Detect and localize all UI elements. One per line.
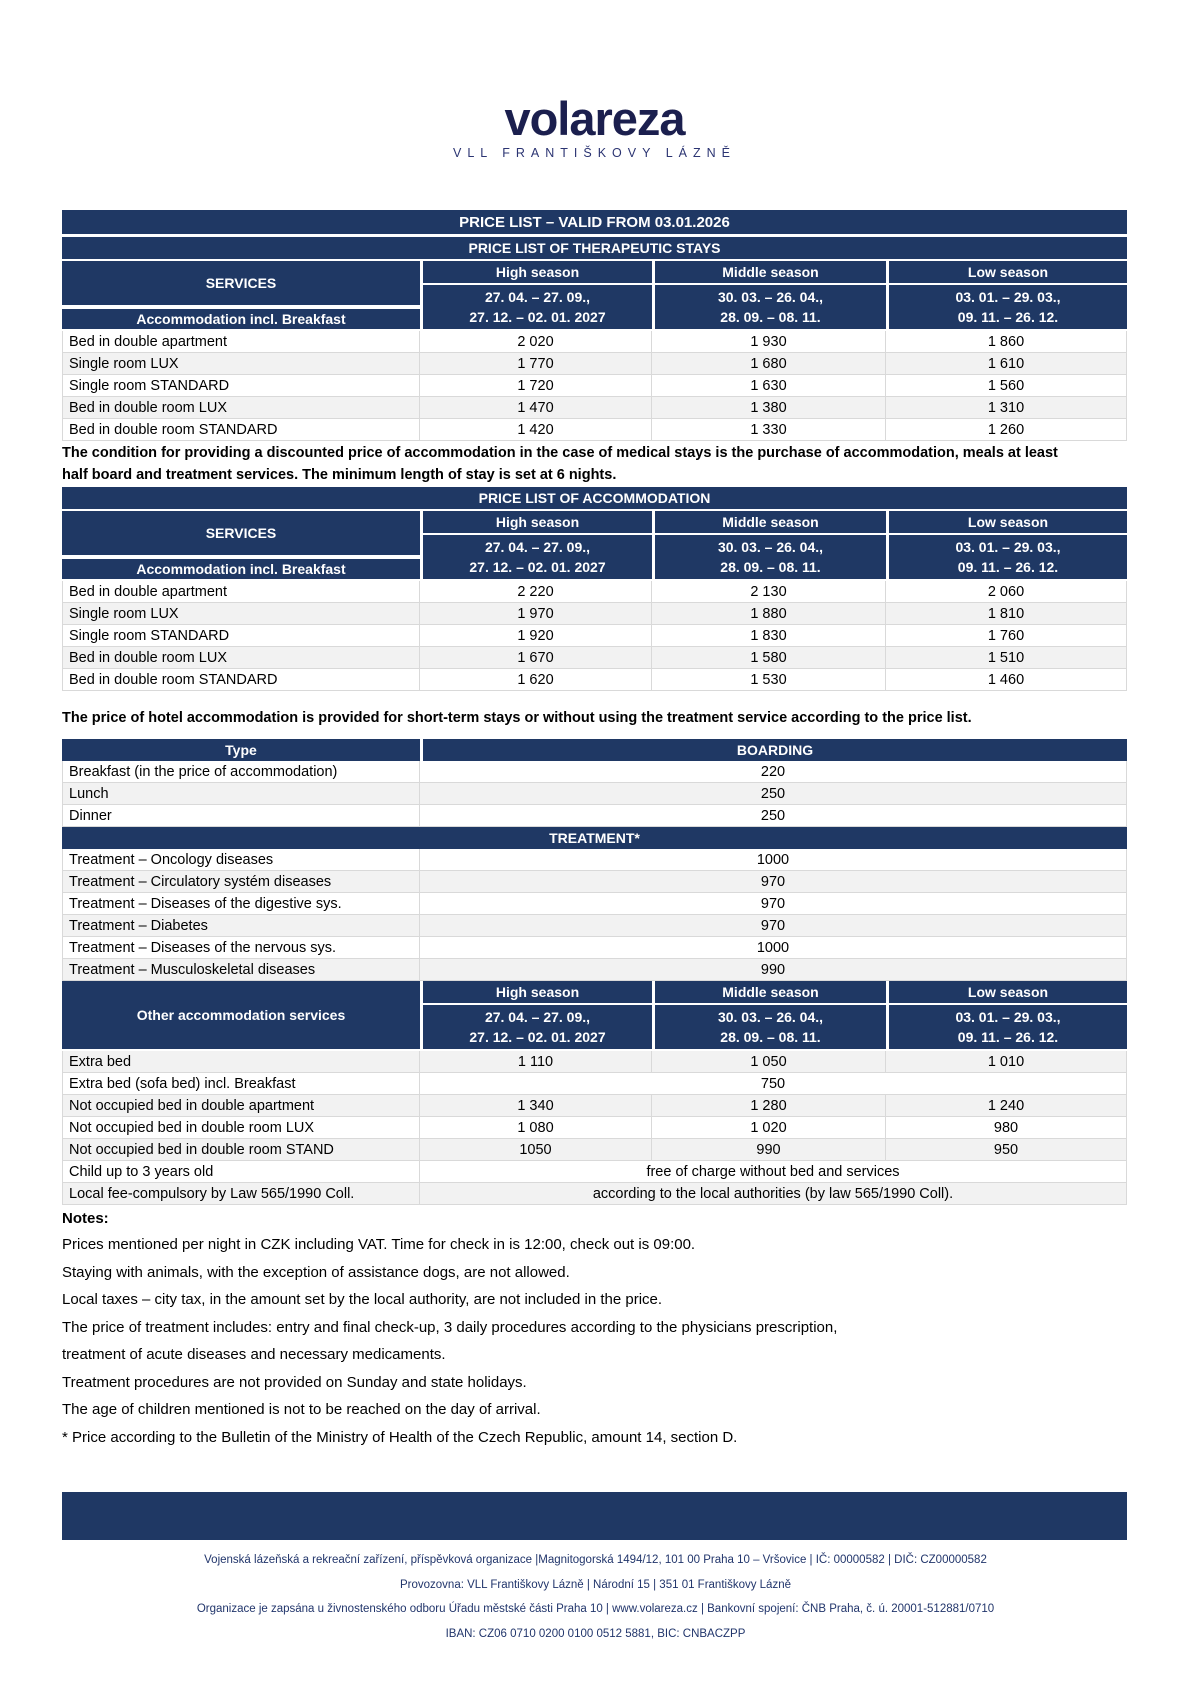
treatment-table-rows: [62, 849, 1127, 981]
high-season-header: High season: [420, 511, 652, 535]
treatment-value: 1000: [420, 849, 1127, 871]
therapeutic-table-header: [62, 261, 1127, 329]
bottom-bar: [62, 1492, 1127, 1540]
accommodation-table-rows: [62, 581, 1127, 691]
other-services-header-cell: Other accommodation services: [62, 981, 420, 1049]
price-high: 1 420: [420, 419, 652, 441]
table-row: [63, 419, 1127, 441]
service-label: Extra bed (sofa bed) incl. Breakfast: [63, 1073, 420, 1095]
price-high: 1 770: [420, 353, 652, 375]
service-label: Single room STANDARD: [63, 625, 420, 647]
table-row: [63, 1117, 1127, 1139]
treatment-label: Treatment – Diseases of the nervous sys.: [63, 937, 420, 959]
high-season-dates: [420, 535, 652, 579]
table-row: [63, 331, 1127, 353]
table-row: [63, 1073, 1127, 1095]
middle-dates-line1: 30. 03. – 26. 04.,: [717, 1009, 824, 1025]
price-high: 1 620: [420, 669, 652, 691]
middle-season-header: Middle season: [652, 261, 886, 285]
table-row: [63, 1161, 1127, 1183]
service-label: Child up to 3 years old: [63, 1161, 420, 1183]
accommodation-breakfast-header: Accommodation incl. Breakfast: [62, 307, 420, 329]
section-title-treatment: TREATMENT*: [62, 827, 1127, 849]
note-line: Prices mentioned per night in CZK including VAT. Time for check in is 12:00, check out is 09:00.: [62, 1236, 696, 1253]
table-row: [63, 871, 1127, 893]
low-dates-line2: 09. 11. – 26. 12.: [957, 559, 1059, 575]
middle-dates-line1: 30. 03. – 26. 04.,: [717, 289, 824, 305]
accommodation-note: The price of hotel accommodation is provided for short-term stays or without using the treatment service according to the price list.: [62, 710, 972, 726]
price-low: 1 860: [886, 331, 1127, 353]
price-low: 980: [886, 1117, 1127, 1139]
price-high: 1 720: [420, 375, 652, 397]
price-middle: 1 830: [652, 625, 886, 647]
middle-season-dates: [652, 535, 886, 579]
table-row: [63, 1139, 1127, 1161]
table-row: [63, 581, 1127, 603]
price-high: 2 020: [420, 331, 652, 353]
accommodation-table-header: [62, 511, 1127, 579]
table-row: [63, 397, 1127, 419]
table-row: [63, 893, 1127, 915]
note-line: The age of children mentioned is not to be reached on the day of arrival.: [62, 1401, 541, 1418]
table-row: [63, 783, 1127, 805]
boarding-label: Lunch: [63, 783, 420, 805]
services-header-cell: SERVICES: [62, 511, 420, 557]
price-middle: 1 330: [652, 419, 886, 441]
service-label: Not occupied bed in double apartment: [63, 1095, 420, 1117]
service-label: Bed in double apartment: [63, 581, 420, 603]
page-title: PRICE LIST – VALID FROM 03.01.2026: [62, 210, 1127, 234]
boarding-header: [62, 739, 1127, 761]
price-middle: 1 280: [652, 1095, 886, 1117]
footer: [0, 1548, 1191, 1646]
high-dates-line2: 27. 12. – 02. 01. 2027: [469, 559, 606, 575]
section-title-therapeutic: PRICE LIST OF THERAPEUTIC STAYS: [62, 237, 1127, 259]
footer-line: Organizace je zapsána u živnostenského odboru Úřadu městské části Praha 10 | www.volareza.cz | Bankovní spojení: ČNB Praha, č. ú. 20001-512881/0710: [196, 1603, 995, 1615]
accommodation-breakfast-header: Accommodation incl. Breakfast: [62, 557, 420, 579]
note-line: Staying with animals, with the exception of assistance dogs, are not allowed.: [62, 1263, 570, 1281]
span-value: according to the local authorities (by law 565/1990 Coll).: [420, 1183, 1127, 1205]
low-season-header: Low season: [886, 261, 1127, 285]
price-low: 1 760: [886, 625, 1127, 647]
low-season-header: Low season: [886, 981, 1127, 1005]
price-low: 1 510: [886, 647, 1127, 669]
table-row: [63, 1095, 1127, 1117]
price-middle: 1 630: [652, 375, 886, 397]
logo: [62, 92, 1127, 160]
price-middle: 1 880: [652, 603, 886, 625]
note-line: Treatment procedures are not provided on Sunday and state holidays.: [62, 1373, 527, 1391]
price-middle: 1 930: [652, 331, 886, 353]
footer-line: IBAN: CZ06 0710 0200 0100 0512 5881, BIC: CNBACZPP: [445, 1627, 746, 1640]
boarding-value: 250: [420, 783, 1127, 805]
high-dates-line2: 27. 12. – 02. 01. 2027: [469, 1029, 606, 1045]
low-dates-line2: 09. 11. – 26. 12.: [957, 309, 1059, 325]
boarding-label: Dinner: [63, 805, 420, 827]
price-high: 1050: [420, 1139, 652, 1161]
table-row: [63, 1183, 1127, 1205]
low-season-dates: [886, 535, 1127, 579]
price-low: 1 460: [886, 669, 1127, 691]
table-row: [63, 761, 1127, 783]
price-high: 1 080: [420, 1117, 652, 1139]
price-high: 2 220: [420, 581, 652, 603]
price-low: 950: [886, 1139, 1127, 1161]
high-season-header: High season: [420, 261, 652, 285]
type-header-cell: Type: [62, 739, 420, 761]
note-line: treatment of acute diseases and necessary medicaments.: [62, 1346, 446, 1363]
condition-line2: half board and treatment services. The minimum length of stay is set at 6 nights.: [62, 467, 617, 483]
treatment-value: 1000: [420, 937, 1127, 959]
low-season-dates: [886, 285, 1127, 329]
span-value: free of charge without bed and services: [420, 1161, 1127, 1183]
notes-heading: Notes:: [62, 1210, 109, 1227]
middle-season-dates: [652, 285, 886, 329]
price-high: 1 340: [420, 1095, 652, 1117]
high-dates-line2: 27. 12. – 02. 01. 2027: [469, 309, 606, 325]
treatment-label: Treatment – Diseases of the digestive sys.: [63, 893, 420, 915]
price-low: 1 560: [886, 375, 1127, 397]
logo-brand: volareza: [504, 92, 685, 145]
table-row: [63, 805, 1127, 827]
table-row: [63, 849, 1127, 871]
price-low: 1 310: [886, 397, 1127, 419]
service-label: Bed in double room STANDARD: [63, 669, 420, 691]
service-label: Bed in double room LUX: [63, 647, 420, 669]
other-services-rows: [62, 1051, 1127, 1205]
service-label: Single room LUX: [63, 603, 420, 625]
price-middle: 990: [652, 1139, 886, 1161]
service-label: Bed in double apartment: [63, 331, 420, 353]
service-label: Not occupied bed in double room LUX: [63, 1117, 420, 1139]
treatment-label: Treatment – Musculoskeletal diseases: [63, 959, 420, 981]
price-high: 1 670: [420, 647, 652, 669]
boarding-value: 250: [420, 805, 1127, 827]
low-season-header: Low season: [886, 511, 1127, 535]
price-low: 1 810: [886, 603, 1127, 625]
service-label: Single room LUX: [63, 353, 420, 375]
price-high: 1 920: [420, 625, 652, 647]
high-dates-line1: 27. 04. – 27. 09.,: [484, 1009, 591, 1025]
condition-line1: The condition for providing a discounted price of accommodation in the case of medical stays is the purchase of accommodation, meals at least: [62, 445, 1058, 461]
middle-season-dates: [652, 1005, 886, 1049]
table-row: [63, 375, 1127, 397]
note-line: The price of treatment includes: entry and final check-up, 3 daily procedures according to the physicians prescription,: [62, 1318, 838, 1336]
service-label: Local fee-compulsory by Law 565/1990 Coll.: [63, 1183, 420, 1205]
price-middle: 1 020: [652, 1117, 886, 1139]
low-season-dates: [886, 1005, 1127, 1049]
price-middle: 1 380: [652, 397, 886, 419]
note-line: Local taxes – city tax, in the amount set by the local authority, are not included in the price.: [62, 1291, 663, 1308]
table-row: [63, 353, 1127, 375]
table-row: [63, 669, 1127, 691]
document-body: [62, 210, 1127, 1451]
span-value: 750: [420, 1073, 1127, 1095]
treatment-value: 970: [420, 871, 1127, 893]
price-low: 2 060: [886, 581, 1127, 603]
low-dates-line1: 03. 01. – 29. 03.,: [955, 1009, 1061, 1025]
notes-list: [62, 1231, 1127, 1451]
price-low: 1 010: [886, 1051, 1127, 1073]
price-middle: 1 580: [652, 647, 886, 669]
middle-season-header: Middle season: [652, 511, 886, 535]
therapeutic-condition-note: [62, 441, 1127, 487]
price-middle: 1 050: [652, 1051, 886, 1073]
boarding-table-rows: [62, 761, 1127, 827]
price-low: 1 240: [886, 1095, 1127, 1117]
price-high: 1 470: [420, 397, 652, 419]
middle-dates-line2: 28. 09. – 08. 11.: [720, 1029, 821, 1045]
treatment-value: 970: [420, 893, 1127, 915]
treatment-value: 990: [420, 959, 1127, 981]
price-middle: 1 530: [652, 669, 886, 691]
price-middle: 2 130: [652, 581, 886, 603]
service-label: Bed in double room LUX: [63, 397, 420, 419]
price-low: 1 610: [886, 353, 1127, 375]
treatment-value: 970: [420, 915, 1127, 937]
high-season-header: High season: [420, 981, 652, 1005]
section-title-accommodation: PRICE LIST OF ACCOMMODATION: [62, 487, 1127, 509]
table-row: [63, 647, 1127, 669]
service-label: Extra bed: [63, 1051, 420, 1073]
table-row: [63, 1051, 1127, 1073]
low-dates-line1: 03. 01. – 29. 03.,: [955, 289, 1061, 305]
boarding-header-cell: BOARDING: [420, 739, 1127, 761]
footer-line: Provozovna: VLL Františkovy Lázně | Národní 15 | 351 01 Františkovy Lázně: [399, 1578, 791, 1591]
treatment-label: Treatment – Oncology diseases: [63, 849, 420, 871]
note-line: * Price according to the Bulletin of the Ministry of Health of the Czech Republic, amount 14, section D.: [62, 1428, 738, 1446]
low-dates-line2: 09. 11. – 26. 12.: [957, 1029, 1059, 1045]
price-middle: 1 680: [652, 353, 886, 375]
table-row: [63, 959, 1127, 981]
logo-subtitle: VLL FRANTIŠKOVY LÁZNĚ: [453, 146, 736, 160]
footer-line: Vojenská lázeňská a rekreační zařízení, příspěvková organizace |Magnitogorská 1494/12, 101 00 Praha 10 – Vršovice | IČ: 00000582 | DIČ: CZ00000582: [204, 1554, 987, 1566]
high-season-dates: [420, 1005, 652, 1049]
table-row: [63, 937, 1127, 959]
service-label: Bed in double room STANDARD: [63, 419, 420, 441]
high-dates-line1: 27. 04. – 27. 09.,: [484, 289, 591, 305]
treatment-label: Treatment – Circulatory systém diseases: [63, 871, 420, 893]
other-services-header: [62, 981, 1127, 1049]
middle-dates-line2: 28. 09. – 08. 11.: [720, 309, 821, 325]
price-low: 1 260: [886, 419, 1127, 441]
table-row: [63, 625, 1127, 647]
price-high: 1 970: [420, 603, 652, 625]
price-high: 1 110: [420, 1051, 652, 1073]
table-row: [63, 915, 1127, 937]
high-season-dates: [420, 285, 652, 329]
middle-season-header: Middle season: [652, 981, 886, 1005]
middle-dates-line2: 28. 09. – 08. 11.: [720, 559, 821, 575]
table-row: [63, 603, 1127, 625]
therapeutic-table-rows: [62, 331, 1127, 441]
services-header-cell: SERVICES: [62, 261, 420, 307]
high-dates-line1: 27. 04. – 27. 09.,: [484, 539, 591, 555]
boarding-label: Breakfast (in the price of accommodation): [63, 761, 420, 783]
treatment-label: Treatment – Diabetes: [63, 915, 420, 937]
service-label: Single room STANDARD: [63, 375, 420, 397]
service-label: Not occupied bed in double room STAND: [63, 1139, 420, 1161]
low-dates-line1: 03. 01. – 29. 03.,: [955, 539, 1061, 555]
boarding-value: 220: [420, 761, 1127, 783]
middle-dates-line1: 30. 03. – 26. 04.,: [717, 539, 824, 555]
